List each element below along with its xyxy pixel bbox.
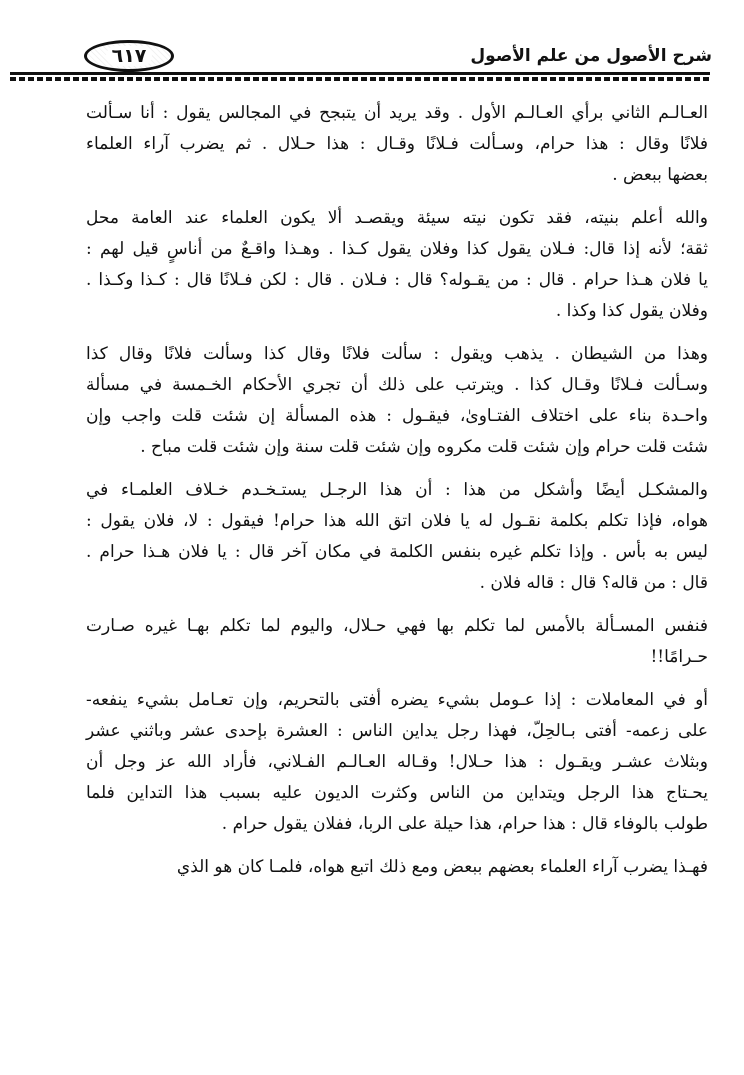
header-rule-solid bbox=[10, 72, 710, 75]
paragraph bbox=[86, 852, 708, 883]
paragraph bbox=[86, 203, 708, 327]
text-line: على زعمه- أفتى بـالحِلّ، فهذا رجل يداين الناس : العشرة بإحدى عشر وباثني عشر bbox=[86, 721, 708, 741]
text-line: فهـذا يضرب آراء العلماء بعضهم ببعض ومع ذلك اتبع هواه، فلمـا كان هو الذي bbox=[176, 857, 708, 877]
page-number: ٦١٧ bbox=[106, 46, 153, 66]
text-line: أو في المعاملات : إذا عـومل بشيء يضره أفتى بالتحريم، وإن تعـامل بشيء ينفعه- bbox=[86, 690, 708, 710]
text-line: حـرامًا!! bbox=[650, 647, 708, 667]
text-line: شئت قلت حرام وإن شئت قلت مكروه وإن شئت قلت سنة وإن شئت قلت مباح . bbox=[140, 437, 708, 457]
running-title: شرح الأصول من علم الأصول bbox=[470, 46, 712, 66]
text-line: بعضها ببعض . bbox=[612, 165, 708, 185]
text-line: وهذا من الشيطان . يذهب ويقول : سألت فلانًا وقال كذا وسألت فلانًا وقال كذا bbox=[86, 344, 708, 364]
text-line: طولب بالوفاء قال : هذا حرام، هذا حيلة على الربا، ففلان يقول حرام . bbox=[221, 814, 708, 834]
text-line: فلانًا وقال : هذا حرام، وسـألت فـلانًا وقـال : هذا حـلال . ثم يضرب آراء العلماء bbox=[86, 134, 708, 154]
text-line: ليس به بأس . وإذا تكلم غيره بنفس الكلمة في مكان آخر قال : يا فلان هـذا حرام . bbox=[86, 542, 708, 562]
text-line: يا فلان هـذا حرام . قال : من يقـوله؟ قال : فـلان . قال : لكن فـلانًا قال : كـذا وكـذا . bbox=[86, 270, 708, 290]
paragraph bbox=[86, 475, 708, 599]
paragraph bbox=[86, 685, 708, 840]
text-line: يحـتاج هذا الرجل ويتداين من الناس وكثرت الديون عليه بسبب هذا التداين فلما bbox=[86, 783, 708, 803]
text-line: فنفس المسـألة بالأمس لما تكلم بها فهي حـلال، واليوم لما تكلم بهـا غيره صـارت bbox=[86, 616, 708, 636]
paragraph bbox=[86, 611, 708, 673]
text-line: ثقة؛ لأنه إذا قال: فـلان يقول كذا وفلان يقول كـذا . وهـذا واقـعٌ من أناسٍ قيل لهم : bbox=[86, 239, 708, 259]
text-line: وسـألت فـلانًا وقـال كذا . ويترتب على ذلك أن تجري الأحكام الخـمسة في مسألة bbox=[86, 375, 708, 395]
paragraph bbox=[86, 339, 708, 463]
text-line: والمشكـل أيضًا وأشكل من هذا : أن هذا الرجـل يستـخـدم خـلاف العلمـاء في bbox=[86, 480, 708, 500]
page-body bbox=[86, 98, 708, 883]
text-line: قال : من قاله؟ قال : قاله فلان . bbox=[479, 573, 708, 593]
header-rule bbox=[10, 72, 710, 81]
paragraph bbox=[86, 98, 708, 191]
text-line: واحـدة بناء على اختلاف الفتـاوىٰ، فيقـول : هذه المسألة إن شئت قلت واجب وإن bbox=[86, 406, 708, 426]
text-line: العـالـم الثاني برأي العـالـم الأول . وقد يريد أن يتبجح في المجالس يقول : أنا سـألت bbox=[86, 103, 708, 123]
page-number-badge bbox=[84, 40, 174, 72]
text-line: وبثلاث عشـر ويقـول : هذا حـلال! وقـاله العـالـم الفـلاني، فأراد الله عز وجل أن bbox=[86, 752, 708, 772]
text-line: والله أعلم بنيته، فقد تكون نيته سيئة ويقصـد ألا يكون العلماء عند العامة محل bbox=[86, 208, 708, 228]
text-line: هواه، فإذا تكلم بكلمة نقـول له يا فلان اتق الله هذا حرام! فيقول : لا، فلان يقول : bbox=[86, 511, 708, 531]
text-line: وفلان يقول كذا وكذا . bbox=[555, 301, 708, 321]
header-rule-dashed bbox=[10, 77, 710, 81]
